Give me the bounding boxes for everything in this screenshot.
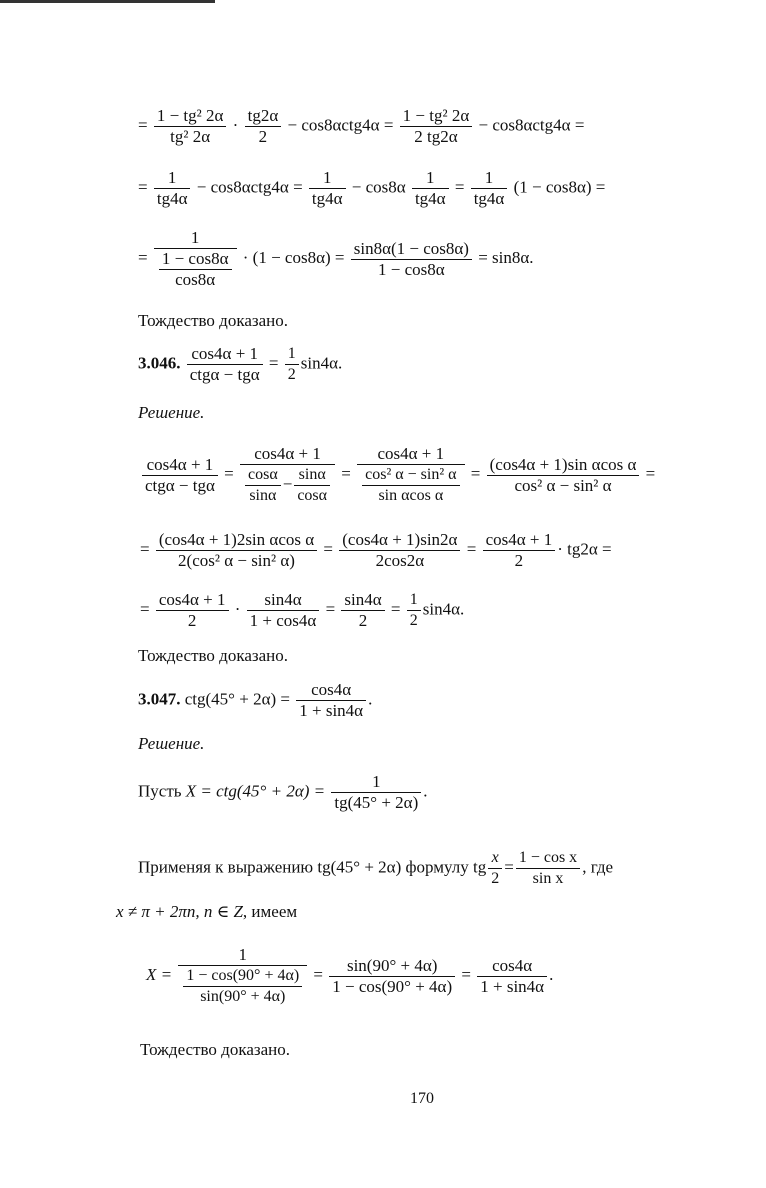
fraction — [142, 455, 218, 496]
numerator: cos4α — [477, 956, 547, 977]
text: , имеем — [242, 902, 298, 921]
denominator: 1 − cos(90° + 4α) — [332, 976, 453, 996]
numerator: 1 — [178, 945, 307, 966]
fraction — [351, 239, 472, 280]
top-rule — [0, 0, 215, 3]
numerator: (cos4α + 1)2sin αcos α — [156, 530, 317, 551]
numerator: 1 — [471, 168, 508, 189]
expr: − cos8αctg4α = — [196, 177, 303, 197]
fraction — [159, 249, 232, 290]
text: Пусть — [138, 781, 182, 801]
let-x-line: Пусть X = ctg(45° + 2α) = $\frac{1}{tg(45^\circ + 2\alpha)}$ . — [138, 772, 428, 812]
denominator: 2 — [491, 870, 500, 887]
problem-number: 3.047. — [138, 689, 181, 709]
fraction — [483, 530, 556, 571]
fraction — [245, 465, 281, 506]
solution-heading-2: Решение. — [138, 734, 205, 753]
expr: (1 − cos8α) = — [513, 177, 606, 197]
numerator: 1 − tg² 2α — [400, 106, 473, 127]
numerator: (cos4α + 1)sin2α — [339, 530, 460, 551]
condition-line — [116, 902, 297, 922]
fraction — [247, 590, 320, 631]
denominator: cos8α — [175, 270, 216, 289]
denominator: tg4α — [473, 189, 505, 208]
text: формулу — [405, 857, 469, 877]
denominator — [178, 966, 307, 1007]
fraction — [400, 106, 473, 147]
compound-fraction — [154, 228, 237, 290]
fraction — [477, 956, 547, 997]
denominator: 2 — [258, 127, 268, 146]
numerator: 1 − cos8α — [159, 249, 232, 270]
denominator: 1 + sin4α — [480, 976, 545, 996]
numerator: cos4α — [296, 680, 366, 701]
numerator: 1 — [331, 772, 421, 793]
problem-number: 3.046. — [138, 353, 181, 373]
fraction — [471, 168, 508, 209]
problem-3-046: 3.046. cos4α + 1 ctgα − tgα = $\frac{1}{2}$ sin4α. — [138, 344, 343, 384]
denominator: ctgα − tgα — [189, 365, 260, 384]
denominator: 1 − cos8α — [378, 259, 445, 279]
denominator: $\frac{\cos\alpha}{\sin\alpha}$ − $\frac{\sin\alpha}{\cos\alpha}$ — [240, 465, 335, 506]
denominator: cosα — [297, 487, 328, 504]
eq-line-1: = $\frac{\text{1 − tg² 2α}}{\text{tg² 2α}}$ · $\frac{tg2\alpha}{2}$ − cos8αctg4α = $\frac{\text{1 − tg² 2α}}{2 tg2\alpha}$ − cos8αctg4α = — [138, 106, 585, 146]
expr: ctg(45° + 2α) = — [184, 689, 290, 709]
final-eq-line: X = $\frac{1}{\frac{1 - \cos(90^\circ + 4\alpha)}{\sin(90^\circ + 4\alpha)}}$ = $\frac{\sin(90^\circ + 4\alpha)}{1 - \cos(90^\circ + 4\alpha)}$ = $\frac{\cos 4\alpha}{1 + \sin 4\alpha}$ . — [146, 945, 554, 1005]
numerator: cos4α + 1 — [187, 344, 263, 365]
denominator: 2(cos² α − sin² α) — [178, 551, 295, 570]
denominator: sinα — [249, 487, 277, 504]
denominator: tg4α — [311, 189, 343, 208]
fraction — [245, 106, 282, 147]
fraction — [331, 772, 421, 813]
numerator: sin4α — [341, 590, 384, 611]
eq-line-2: = $\frac{1}{tg4\alpha}$ − cos8αctg4α = $\frac{1}{tg4\alpha}$ − cos8α $\frac{1}{tg4\alpha}$ = $\frac{1}{tg4\alpha}$ (1 − cos8α) = — [138, 168, 606, 208]
fraction — [309, 168, 346, 209]
expr: − cos8α — [351, 177, 406, 197]
fraction — [156, 530, 317, 571]
denominator: 1 + sin4α — [299, 701, 364, 720]
text: Применяя к выражению — [138, 857, 314, 877]
denominator — [154, 249, 237, 290]
compound-fraction — [240, 444, 335, 506]
expr: sin4α. — [422, 599, 465, 619]
denominator: sin(90° + 4α) — [200, 988, 286, 1005]
fraction — [329, 956, 455, 997]
denominator: 2 tg2α — [414, 127, 458, 146]
denominator: 2 — [358, 611, 368, 630]
numerator: x — [488, 848, 502, 869]
fraction — [341, 590, 384, 631]
numerator: 1 — [285, 344, 299, 365]
fraction — [488, 848, 502, 889]
expr: = sin8α. — [478, 247, 534, 267]
expr: tg(45° + 2α) — [317, 857, 402, 877]
denominator: tg(45° + 2α) — [334, 793, 419, 812]
compound-fraction — [178, 945, 307, 1007]
numerator: 1 − cos x — [516, 848, 580, 869]
numerator: 1 − tg² 2α — [154, 106, 227, 127]
fraction — [187, 344, 263, 385]
denominator: tg² 2α — [170, 127, 211, 146]
expr: · tg2α = — [557, 539, 612, 559]
numerator: cos² α − sin² α — [362, 465, 459, 486]
denominator: 2 — [187, 611, 197, 630]
numerator: 1 — [154, 168, 191, 189]
fraction — [294, 465, 330, 506]
fraction — [339, 530, 460, 571]
numerator: cos4α + 1 — [483, 530, 556, 551]
numerator: sin8α(1 − cos8α) — [351, 239, 472, 260]
proof-complete-3: Тождество доказано. — [140, 1040, 290, 1059]
numerator: 1 — [407, 590, 421, 611]
denominator: sin αcos α — [378, 487, 444, 504]
page-number: 170 — [410, 1090, 434, 1107]
expr: sin4α. — [300, 353, 343, 373]
numerator: cos4α + 1 — [240, 444, 335, 465]
expr: tg — [473, 857, 487, 877]
proof-complete-2: Тождество доказано. — [138, 646, 288, 665]
sol-line-2: = $\frac{\text{(cos4α + 1)2sin αcos α}}{\text{2(cos² α − sin² α)}}$ = $\frac{(\cos 4\alpha + 1)\sin 2\alpha}{2\cos 2\alpha}$ = $\frac{\cos 4\alpha + 1}{2}$ · tg2α = — [140, 530, 612, 570]
fraction — [183, 966, 302, 1007]
numerator: tg2α — [245, 106, 282, 127]
fraction — [285, 344, 299, 385]
sol-line-3: = $\frac{\cos 4\alpha + 1}{2}$ · $\frac{\sin 4\alpha}{1 + \cos 4\alpha}$ = $\frac{\sin 4\alpha}{2}$ = $\frac{1}{2}$ sin4α. — [140, 590, 465, 630]
denominator: 1 + cos4α — [249, 611, 317, 630]
numerator: cos4α + 1 — [156, 590, 229, 611]
numerator: 1 — [412, 168, 449, 189]
expr: X = — [146, 964, 173, 984]
numerator: sinα — [294, 465, 330, 486]
numerator: cos4α + 1 — [357, 444, 464, 465]
fraction — [412, 168, 449, 209]
sol-line-1: cos4α + 1 ctgα − tgα = cos4α + 1 $\frac{\cos\alpha}{\sin\alpha}$ − $\frac{\sin\alpha}{\cos\alpha}$ = $\frac{\cos 4\alpha + 1}{\frac{\text{cos² α − sin² α}}{\text{sin αcos α}}}$ = $\frac{\text{(cos4α + 1)sin αcos α}}{\text{cos² α − sin² α}}$ = — [140, 444, 655, 506]
numerator: 1 — [154, 228, 237, 249]
numerator: 1 − cos(90° + 4α) — [183, 966, 302, 987]
expr: − cos8αctg4α = — [287, 115, 394, 135]
expr: · (1 − cos8α) = — [242, 247, 345, 267]
denominator: tg4α — [414, 189, 446, 208]
numerator: sin4α — [247, 590, 320, 611]
solution-heading-1: Решение. — [138, 403, 205, 422]
fraction — [296, 680, 366, 721]
fraction — [154, 168, 191, 209]
fraction — [362, 465, 459, 506]
denominator: cos² α − sin² α — [514, 475, 612, 495]
numerator: (cos4α + 1)sin αcos α — [487, 455, 640, 476]
numerator: 1 — [309, 168, 346, 189]
denominator: 2 — [409, 612, 418, 629]
problem-3-047: 3.047. ctg(45° + 2α) = $\frac{\cos 4\alpha}{1 + \sin 4\alpha}$ . — [138, 680, 373, 720]
numerator: cos4α + 1 — [142, 455, 218, 476]
fraction — [516, 848, 580, 889]
denominator: 2cos2α — [375, 551, 425, 570]
applying-line: Применяя к выражению tg(45° + 2α) формулу tg $\frac{x}{2}$ = $\frac{\text{1 − cos x}}{\text{sin x}}$ , где — [138, 849, 614, 887]
expr: X = ctg(45° + 2α) = — [185, 781, 326, 801]
fraction — [487, 455, 640, 496]
denominator: sin x — [532, 870, 564, 887]
denominator — [357, 465, 464, 506]
numerator: sin(90° + 4α) — [329, 956, 455, 977]
expr: x ≠ π + 2πn, n ∈ Z — [116, 902, 243, 921]
denominator: ctgα − tgα — [145, 475, 215, 495]
expr: − cos8αctg4α = — [478, 115, 585, 135]
eq-line-3: = $\frac{1}{\frac{1 - \cos 8\alpha}{\cos 8\alpha}}$ · (1 − cos8α) = $\frac{\sin 8\alpha(1 - \cos 8\alpha)}{1 - \cos 8\alpha}$ = sin8α. — [138, 228, 534, 289]
compound-fraction — [357, 444, 464, 506]
denominator: 2 — [514, 551, 524, 570]
fraction — [154, 106, 227, 147]
proof-complete-1: Тождество доказано. — [138, 311, 288, 330]
fraction — [156, 590, 229, 631]
denominator: tg4α — [156, 189, 188, 208]
denominator: 2 — [287, 366, 296, 383]
text: , где — [582, 857, 614, 877]
numerator: cosα — [245, 465, 281, 486]
fraction — [407, 590, 421, 631]
